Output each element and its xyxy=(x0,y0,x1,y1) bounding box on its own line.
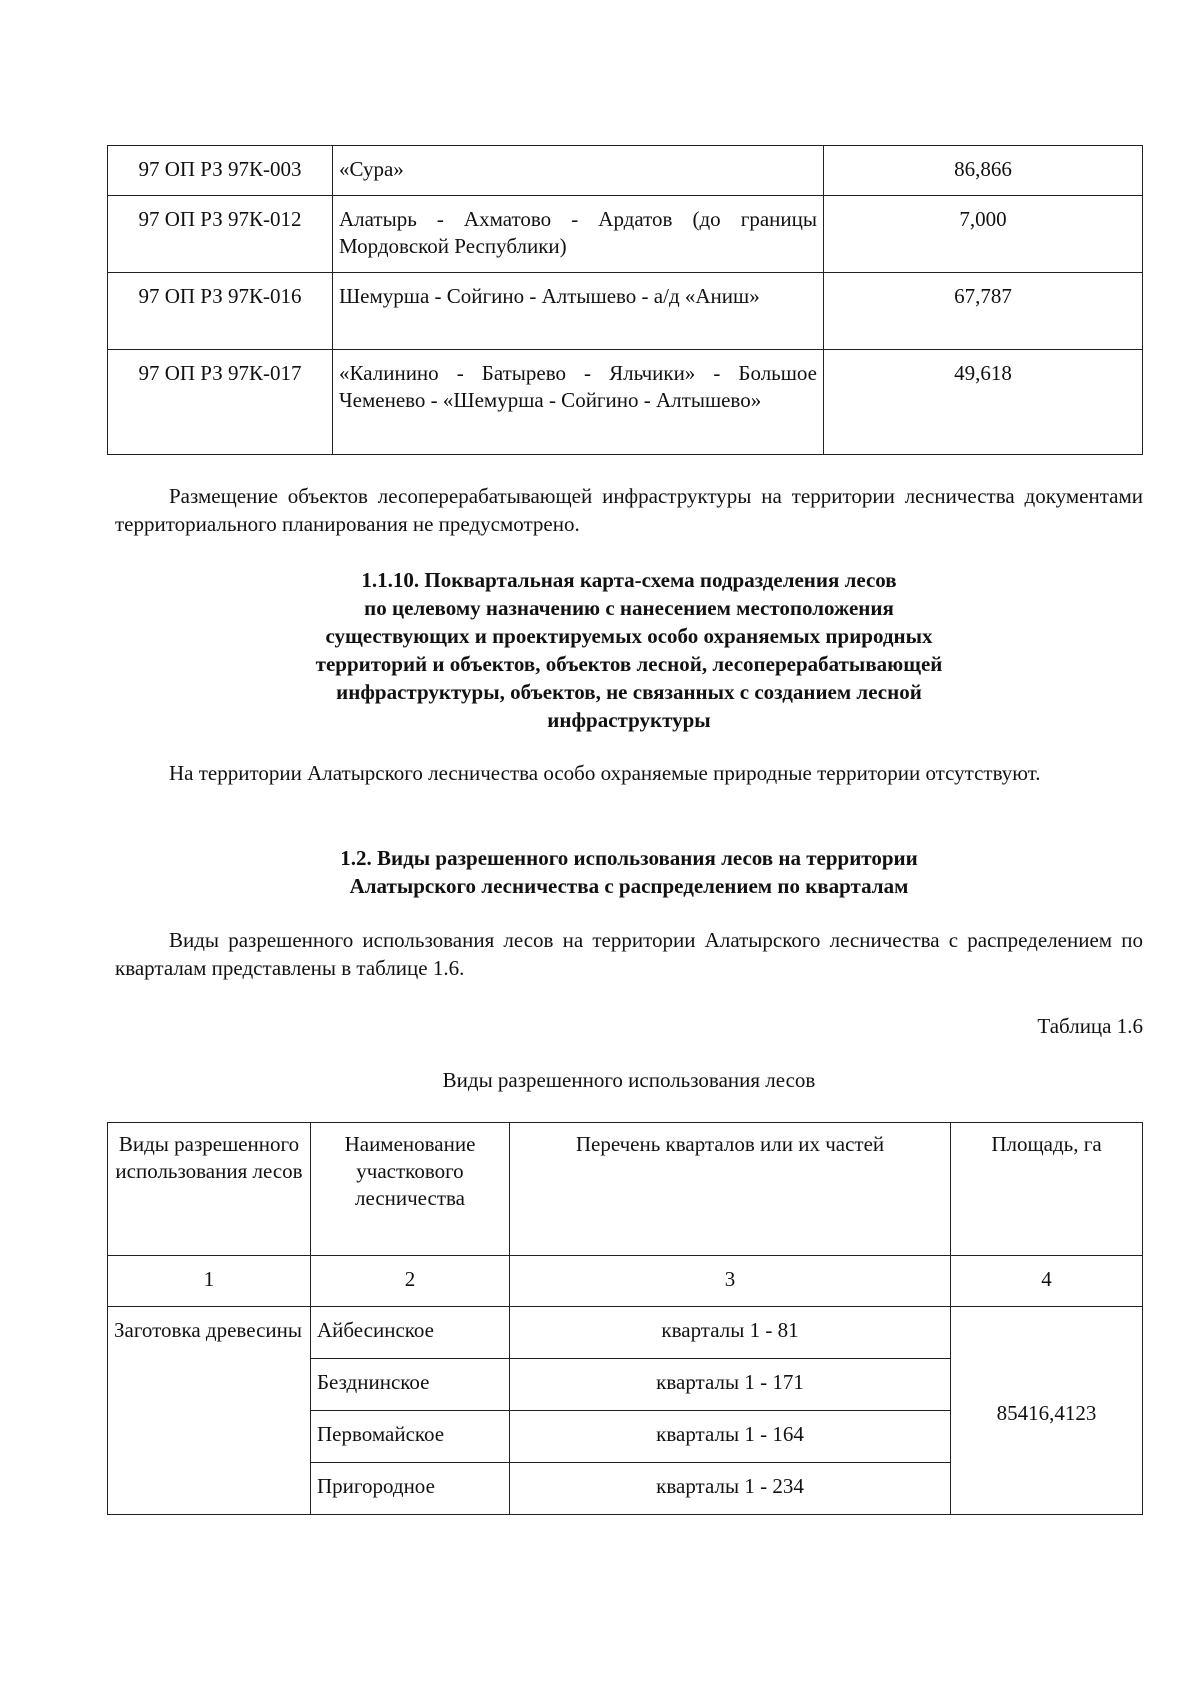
road-name: «Сура» xyxy=(333,146,824,196)
table-row xyxy=(108,1307,1143,1359)
table-row xyxy=(108,273,1143,350)
table-row xyxy=(108,350,1143,455)
quarters-range: кварталы 1 - 164 xyxy=(510,1411,951,1463)
paragraph-infrastructure: Размещение объектов лесоперерабатывающей инфраструктуры на территории лесничества документами территориального планирования не предусмотрено. xyxy=(115,484,1143,536)
column-header: Виды разрешенного использования лесов xyxy=(108,1123,311,1256)
column-header: Перечень кварталов или их частей xyxy=(510,1123,951,1256)
road-code: 97 ОП РЗ 97К-012 xyxy=(108,196,333,273)
quarters-range: кварталы 1 - 171 xyxy=(510,1359,951,1411)
forestry-name: Первомайское xyxy=(311,1411,510,1463)
heading-line: Алатырского лесничества с распределением по кварталам xyxy=(349,874,909,898)
table-header-row xyxy=(108,1123,1143,1256)
roads-table xyxy=(107,145,1143,455)
table-row xyxy=(108,196,1143,273)
forestry-name: Безднинское xyxy=(311,1359,510,1411)
road-name: «Калинино - Батырево - Яльчики» - Большое Чеменево - «Шемурша - Сойгино - Алтышево» xyxy=(333,350,824,455)
quarters-range: кварталы 1 - 81 xyxy=(510,1307,951,1359)
column-header: Наименование участкового лесничества xyxy=(311,1123,510,1256)
road-length: 67,787 xyxy=(824,273,1143,350)
heading-line: по целевому назначению с нанесением местоположения xyxy=(364,596,894,620)
heading-line: инфраструктуры xyxy=(547,708,711,732)
section-heading-1-1-10 xyxy=(115,566,1143,734)
column-number-row xyxy=(108,1256,1143,1307)
heading-line: территорий и объектов, объектов лесной, лесоперерабатывающей xyxy=(315,652,943,676)
section-heading-1-2 xyxy=(115,844,1143,900)
road-length: 86,866 xyxy=(824,146,1143,196)
table-row xyxy=(108,146,1143,196)
forestry-name: Айбесинское xyxy=(311,1307,510,1359)
column-number: 2 xyxy=(311,1256,510,1307)
quarters-range: кварталы 1 - 234 xyxy=(510,1463,951,1515)
column-header: Площадь, га xyxy=(951,1123,1143,1256)
heading-line: 1.2. Виды разрешенного использования лесов на территории xyxy=(340,846,918,870)
road-code: 97 ОП РЗ 97К-016 xyxy=(108,273,333,350)
column-number: 4 xyxy=(951,1256,1143,1307)
column-number: 3 xyxy=(510,1256,951,1307)
column-number: 1 xyxy=(108,1256,311,1307)
road-length: 7,000 xyxy=(824,196,1143,273)
heading-line: инфраструктуры, объектов, не связанных с созданием лесной xyxy=(336,680,922,704)
paragraph-protected-areas: На территории Алатырского лесничества особо охраняемые природные территории отсутствуют. xyxy=(169,761,1041,785)
road-name: Шемурша - Сойгино - Алтышево - а/д «Аниш» xyxy=(333,273,824,350)
area-cell: 85416,4123 xyxy=(951,1307,1143,1515)
road-length: 49,618 xyxy=(824,350,1143,455)
road-code: 97 ОП РЗ 97К-003 xyxy=(108,146,333,196)
heading-line: 1.1.10. Поквартальная карта-схема подразделения лесов xyxy=(361,568,897,592)
heading-line: существующих и проектируемых особо охраняемых природных xyxy=(325,624,933,648)
forestry-name: Пригородное xyxy=(311,1463,510,1515)
table-number: Таблица 1.6 xyxy=(1037,1014,1143,1038)
table-caption: Виды разрешенного использования лесов xyxy=(442,1068,816,1092)
paragraph-uses-intro: Виды разрешенного использования лесов на территории Алатырского лесничества с распределением по кварталам представлены в таблице 1.6. xyxy=(115,928,1143,980)
road-name: Алатырь - Ахматово - Ардатов (до границы Мордовской Республики) xyxy=(333,196,824,273)
forest-uses-table xyxy=(107,1122,1143,1515)
use-type-cell: Заготовка древесины xyxy=(108,1307,311,1515)
road-code: 97 ОП РЗ 97К-017 xyxy=(108,350,333,455)
